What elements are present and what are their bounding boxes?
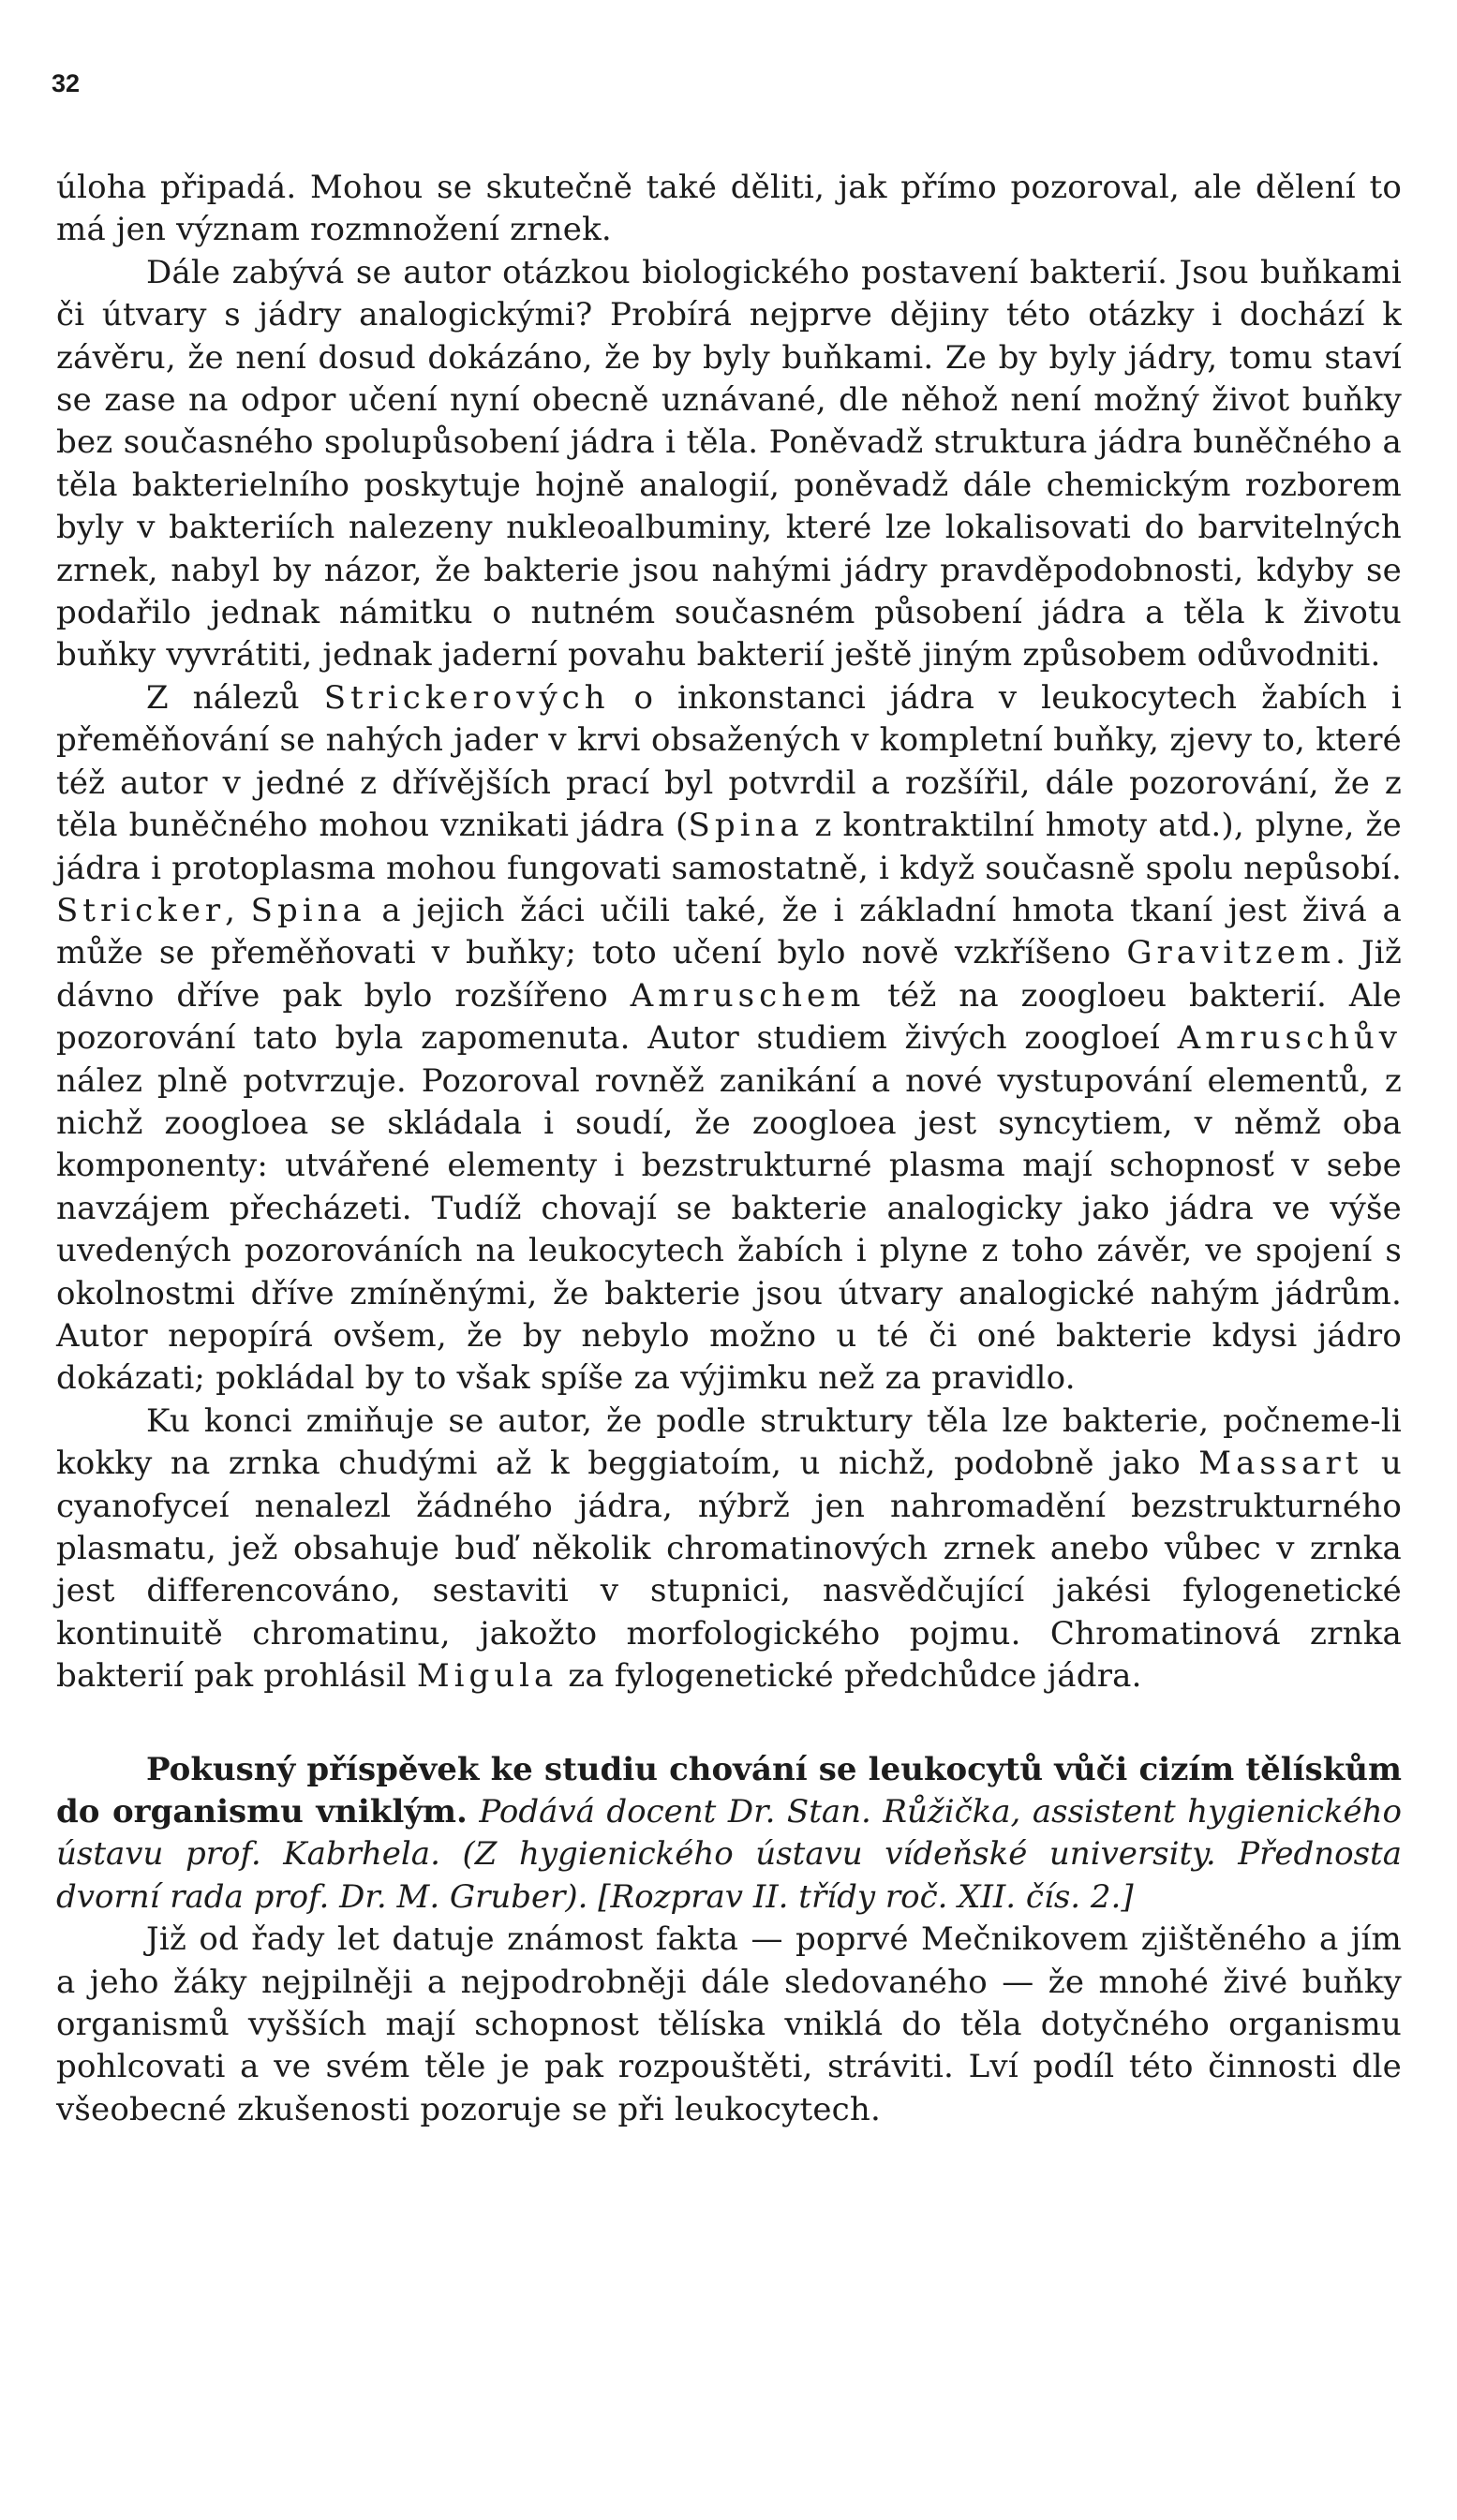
text-run: . Již dávno dříve pak bylo rozšířeno <box>56 934 1402 1015</box>
author-name: Migula <box>416 1657 558 1696</box>
author-name: Strickerových <box>323 678 610 717</box>
text-run: Ku konci zmiňuje se autor, že podle struktury těla lze bakterie, počneme-li kokky na zrnka chudými až k beggiatoím, u nichž, podobně jako <box>56 1401 1402 1483</box>
entry-title: Pokusný příspěvek ke studiu chování se leukocytů vůči cizím tělískům do organismu vniklým. <box>56 1750 1402 1831</box>
text-run: nález plně potvrzuje. Pozoroval rovněž zanikání a nové vystupování elementů, z nichž zoogloea se skládala i soudí, že zoogloea jest syncytiem, v němž oba komponenty: utvářené elementy i bezstrukturné plasma mají schopnosť v sebe navzájem přecházeti. Tudíž chovají se bakterie analogicky jako jádra ve výše uvedených pozorováních na leukocytech žabích i plyne z toho závěr, ve spojení s okolnostmi dříve zmíněnými, že bakterie jsou útvary analogické nahým jádrům. Autor nepopírá ovšem, že by nebylo možno u té či oné bakterie kdysi jádro dokázati; pokládal by to však spíše za výjimku než za pravidlo. <box>56 1061 1402 1398</box>
body-paragraph-3 <box>56 677 1402 1401</box>
text-run: též na zoogloeu bakterií. Ale pozorování tato byla zapomenuta. Autor studiem živých zoogloeí <box>56 976 1402 1058</box>
entry-reference: Podává docent Dr. Stan. Růžička, assistent hygienického ústavu prof. Kabrhela. (Z hygienického ústavu vídeňské university. Přednosta dvorní rada prof. Dr. M. Gruber). [Rozprav II. třídy roč. XII. čís. 2.] <box>56 1793 1402 1916</box>
author-name: Amruschův <box>1177 1019 1402 1058</box>
author-name: Massart <box>1198 1445 1363 1483</box>
body-paragraph-2: Dále zabývá se autor otázkou biologického postavení bakterií. Jsou buňkami či útvary s jádry analogickými? Probírá nejprve dějiny této otázky i dochází k závěru, že není dosud dokázáno, že by byly buňkami. Ze by byly jádry, tomu staví se zase na odpor učení nyní obecně uznávané, dle něhož není možný život buňky bez současného spolupůsobení jádra i těla. Poněvadž struktura jádra buněčného a těla bakterielního poskytuje hojně analogií, poněvadž dále chemickým rozborem byly v bakteriích nalezeny nukleoalbuminy, které lze lokalisovati do barvitelných zrnek, nabyl by názor, že bakterie jsou nahými jádry pravděpodobnosti, kdyby se podařilo jednak námitku o nutném současném působení jádra a těla k životu buňky vyvrátiti, jednak jaderní povahu bakterií ještě jiným způsobem odůvodniti. <box>56 253 1402 674</box>
text-run: a jejich žáci učili také, že i základní hmota tkaní jest živá a může se přeměňovati v buňky; toto učení bylo nově vzkříšeno <box>56 891 1403 972</box>
text-run: , <box>225 891 251 929</box>
page-number: 32 <box>52 69 81 97</box>
author-name: Amruschem <box>630 976 866 1015</box>
text-run: o inkonstanci jádra v leukocytech žabích i přeměňování se nahých jader v krvi obsažených v kompletní buňky, zjevy to, které též autor v jedné z dřívějších prací byl potvrdil a rozšířil, dále pozorování, že z těla buněčného mohou vznikati jádra ( <box>56 678 1403 845</box>
text-run: z kontraktilní hmoty atd.), plyne, že jádra i protoplasma mohou fungovati samostatně, i když současně spolu nepůsobí. <box>56 807 1402 887</box>
text-run: za fylogenetické předchůdce jádra. <box>558 1657 1142 1696</box>
body-paragraph-1: úloha připadá. Mohou se skutečně také děliti, jak přímo pozoroval, ale dělení to má jen význam rozmnožení zrnek. <box>56 169 1402 249</box>
author-name: Spina <box>250 891 366 929</box>
author-name: Spina <box>688 807 804 845</box>
text-column <box>56 167 1402 2131</box>
entry-heading <box>56 1749 1402 1920</box>
text-run: Z nálezů <box>146 678 324 717</box>
text-run: u cyanofyceí nenalezl žádného jádra, nýbrž jen nahromadění bezstrukturného plasmatu, jež obsahuje buď několik chromatinových zrnek anebo vůbec v zrnka jest differencováno, sestaviti v stupnici, nasvědčující jakési fylogenetické kontinuitě chromatinu, jakožto morfologického pojmu. Chromatinová zrnka bakterií pak prohlásil <box>56 1445 1402 1696</box>
author-name: Gravitzem <box>1126 934 1336 972</box>
body-paragraph-4 <box>56 1401 1402 1698</box>
author-name: Stricker <box>56 891 226 929</box>
entry-paragraph-1: Již od řady let datuje známost fakta — poprvé Mečnikovem zjištěného a jím a jeho žáky nejpilněji a nejpodrobněji dále sledovaného — že mnohé živé buňky organismů vyšších mají schopnost tělíska vniklá do těla dotyčného organismu pohlcovati a ve svém těle je pak rozpouštěti, stráviti. Lví podíl této činnosti dle všeobecné zkušenosti pozoruje se při leukocytech. <box>56 1920 1402 2128</box>
